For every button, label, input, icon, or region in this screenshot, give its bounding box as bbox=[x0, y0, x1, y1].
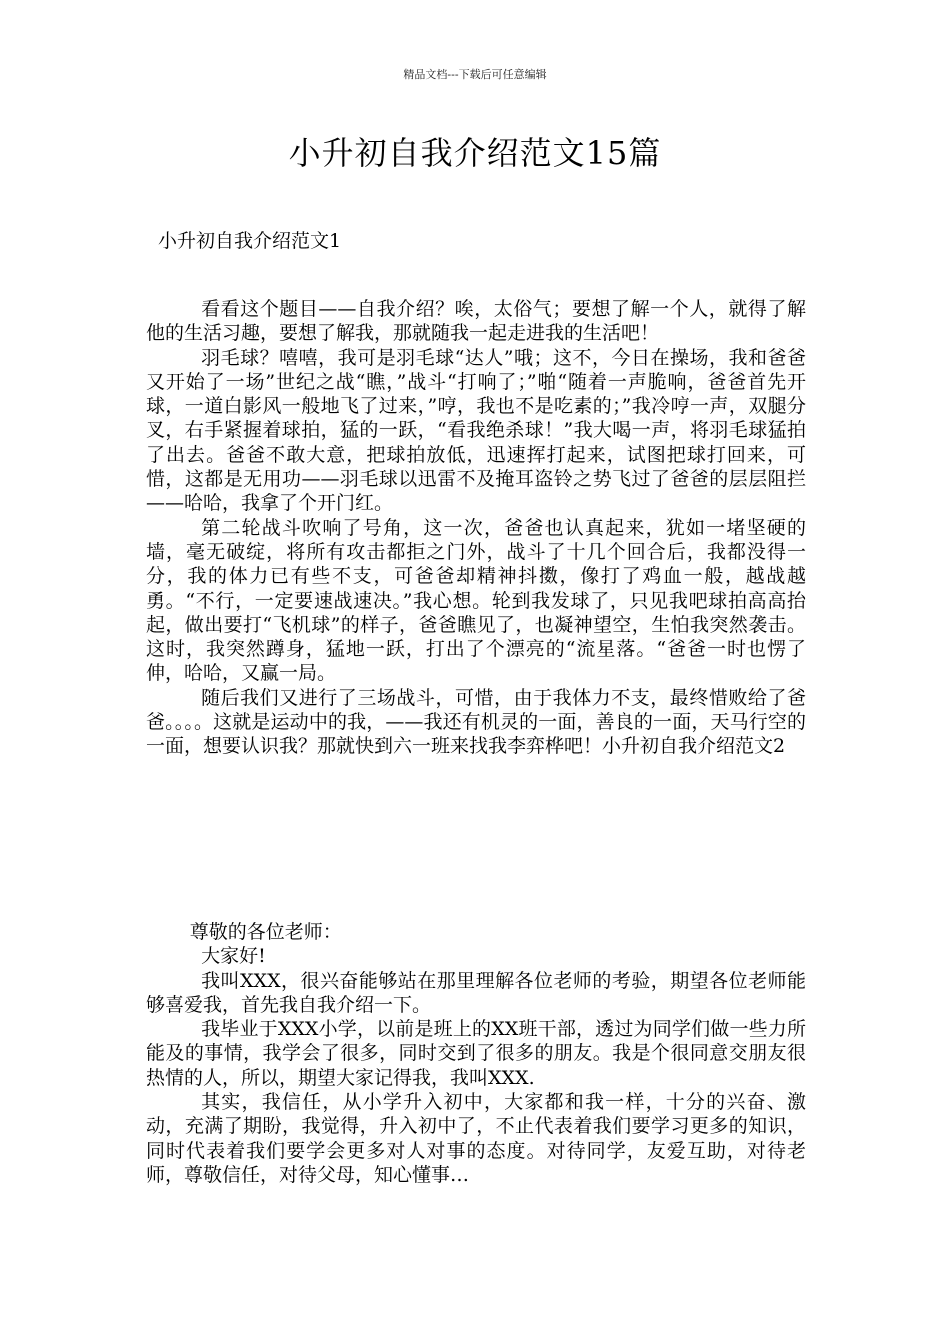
page-header-watermark: 精品文档---下载后可任意编辑 bbox=[403, 68, 547, 81]
paragraph: 其实，我信任，从小学升入初中，大家都和我一样，十分的兴奋、激动，充满了期盼，我觉得，升入初中了，不止代表着我们要学习更多的知识，同时代表着我们要学会更多对人对事的态度。对待同学，友爱互助，对待老师，尊敬信任，对待父母，知心懂事… bbox=[146, 1091, 806, 1186]
section-2-body bbox=[146, 920, 806, 1187]
section-1-body bbox=[146, 297, 806, 759]
paragraph: 我毕业于XXX小学，以前是班上的XX班干部，透过为同学们做一些力所能及的事情，我学会了很多，同时交到了很多的朋友。我是个很同意交朋友很热情的人，所以，期望大家记得我，我叫XXX. bbox=[146, 1018, 806, 1089]
section-heading-1: 小升初自我介绍范文1 bbox=[158, 230, 342, 252]
paragraph: 我叫XXX，很兴奋能够站在那里理解各位老师的考验，期望各位老师能够喜爱我，首先我自我介绍一下。 bbox=[146, 969, 806, 1016]
paragraph: 看看这个题目——自我介绍？唉，太俗气；要想了解一个人，就得了解他的生活习趣，要想了解我，那就随我一起走进我的生活吧！ bbox=[146, 298, 806, 345]
paragraph: 羽毛球？嘻嘻，我可是羽毛球“达人”哦；这不，今日在操场，我和爸爸又开始了一场”世纪之战“瞧，”战斗“打响了；”啪“随着一声脆响，爸爸首先开球，一道白影风一般地飞了过来，”哼，我也不是吃素的；”我冷哼一声，双腿分叉，右手紧握着球拍，猛的一跃，“看我绝杀球！”我大喝一声，将羽毛球猛拍了出去。爸爸不敢大意，把球拍放低，迅速挥打起来，试图把球打回来，可惜，这都是无用功——羽毛球以迅雷不及掩耳盗铃之势飞过了爸爸的层层阻拦——哈哈，我拿了个开门红。 bbox=[146, 346, 806, 515]
salutation: 尊敬的各位老师： bbox=[189, 921, 342, 943]
paragraph: 随后我们又进行了三场战斗，可惜，由于我体力不支，最终惜败给了爸爸。。。。这就是运动中的我，——我还有机灵的一面，善良的一面，天马行空的一面，想要认识我？那就快到六一班来找我李弈桦吧！小升初自我介绍范文2 bbox=[146, 686, 806, 758]
document-title: 小升初自我介绍范文15篇 bbox=[288, 134, 662, 172]
paragraph: 第二轮战斗吹响了号角，这一次，爸爸也认真起来，犹如一堵坚硬的墙，毫无破绽，将所有攻击都拒之门外，战斗了十几个回合后，我都没得一分，我的体力已有些不支，可爸爸却精神抖擞，像打了鸡血一般，越战越勇。“不行，一定要速战速决。”我心想。轮到我发球了，只见我吧球拍高高抬起，做出要打“飞机球”的样子，爸爸瞧见了，也凝神望空，生怕我突然袭击。这时，我突然蹲身，猛地一跃，打出了个漂亮的“流星落。“爸爸一时也愣了伸，哈哈，又赢一局。 bbox=[146, 516, 806, 685]
greeting: 大家好! bbox=[201, 945, 266, 968]
